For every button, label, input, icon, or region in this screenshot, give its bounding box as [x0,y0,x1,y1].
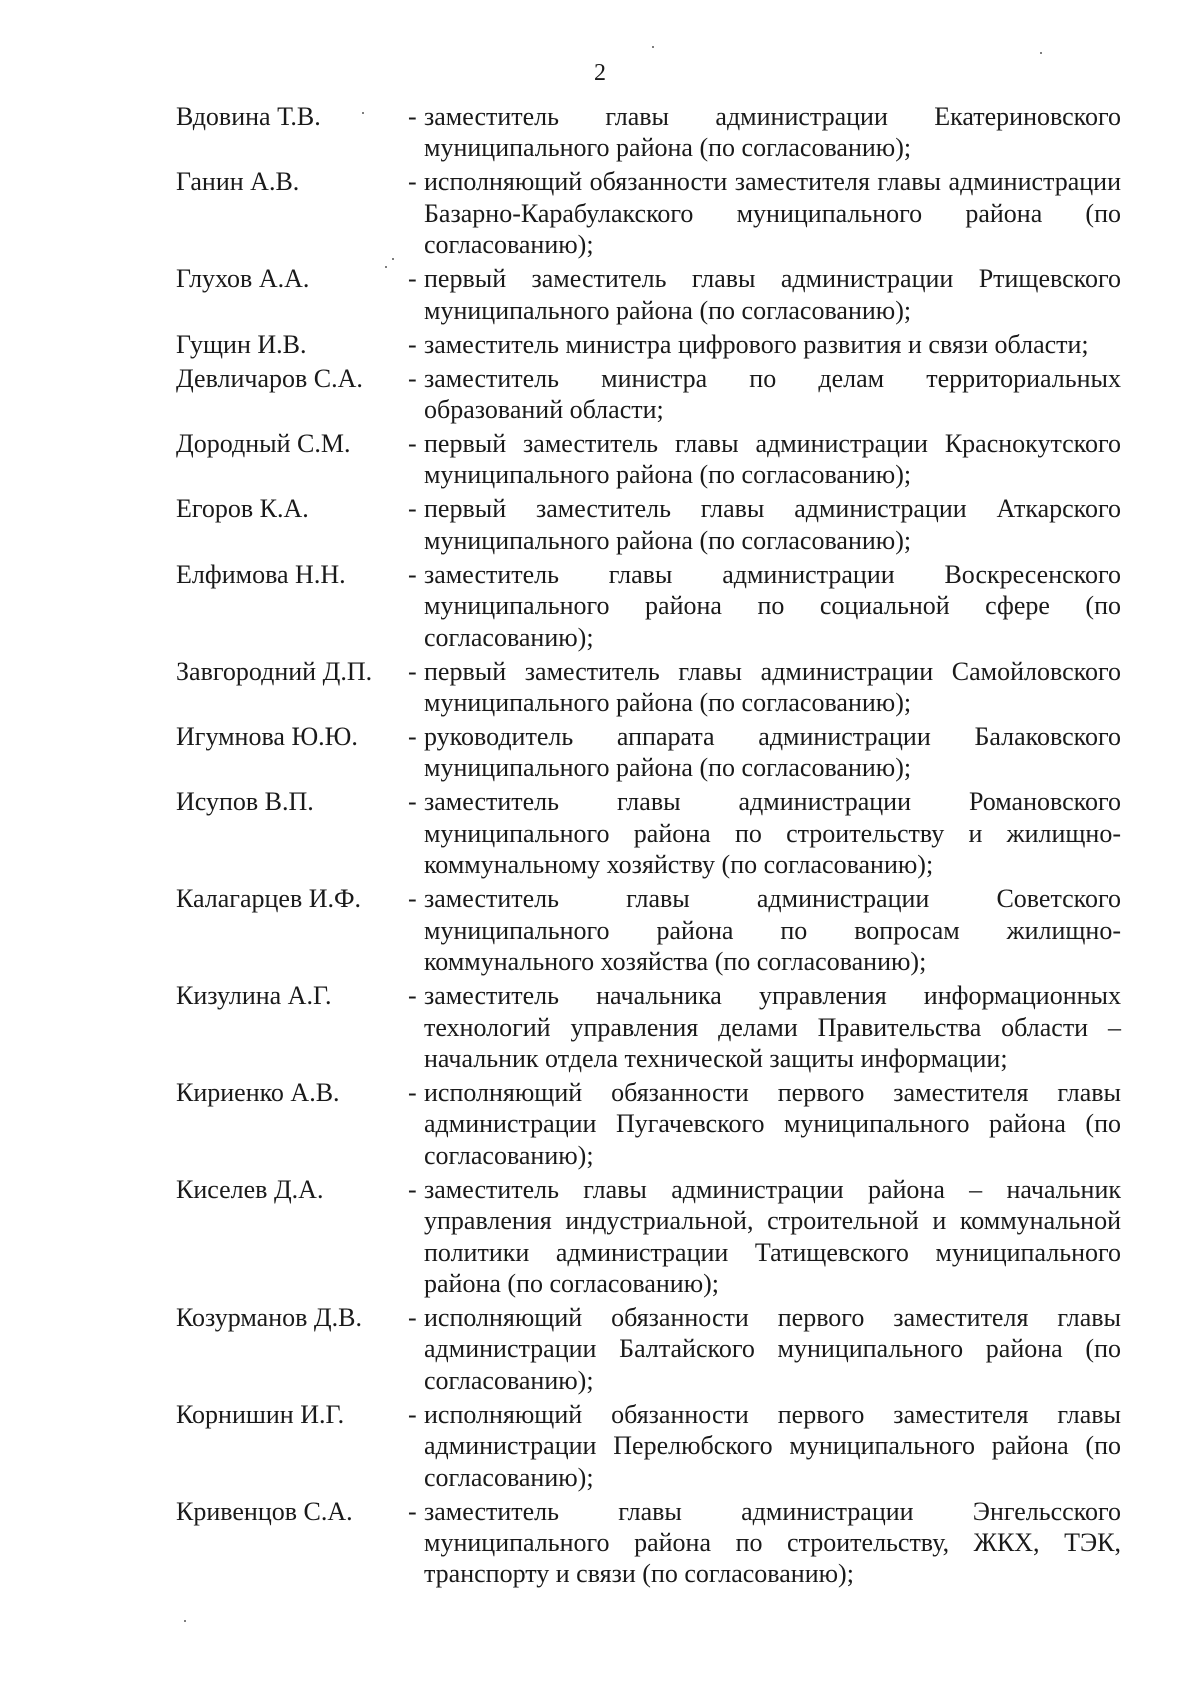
scan-speck [1040,52,1042,54]
member-name: Глухов А.А. [176,264,310,294]
entry-dash: - [408,429,417,459]
member-name: Исупов В.П. [176,787,314,817]
entry-dash: - [408,787,417,817]
member-name: Кизулина А.Г. [176,981,332,1011]
list-item [176,559,1121,653]
list-item [176,363,1121,426]
member-position: заместитель главы администрации Романовского муниципального района по строительству и жилищно-коммунальному хозяйству (по согласованию); [424,787,1121,880]
member-position: первый заместитель главы администрации Самойловского муниципального района (по согласованию); [424,656,1121,718]
entry-dash: - [408,722,417,752]
entry-dash: - [408,329,417,359]
member-position: исполняющий обязанности первого заместителя главы администрации Пугачевского муниципального района (по согласованию); [424,1077,1121,1170]
member-name: Девличаров С.А. [176,363,363,393]
member-name: Дородный С.М. [176,429,351,459]
list-item [176,1174,1121,1300]
list-item [176,1496,1121,1590]
scan-speck [385,266,387,268]
entry-dash: - [408,494,417,524]
entry-dash: - [408,1496,417,1526]
list-item [176,1399,1121,1493]
list-item [176,786,1121,880]
member-name: Ганин А.В. [176,167,300,197]
entry-dash: - [408,264,417,294]
member-position: первый заместитель главы администрации Аткарского муниципального района (по согласованию); [424,494,1121,555]
list-item [176,428,1121,491]
entry-dash: - [408,1077,417,1107]
list-item [176,883,1121,977]
member-name: Егоров К.А. [176,494,309,524]
entry-dash: - [408,102,417,131]
member-position: заместитель главы администрации Советского муниципального района по вопросам жилищно-коммунального хозяйства (по согласованию); [424,884,1121,977]
member-name: Кривенцов С.А. [176,1496,353,1526]
member-list [176,101,1121,1592]
list-item [176,1077,1121,1171]
member-position: заместитель главы администрации Екатериновского муниципального района (по согласованию); [424,102,1121,163]
member-position: исполняющий обязанности первого заместителя главы администрации Перелюбского муниципального района (по согласованию); [424,1399,1121,1492]
member-name: Игумнова Ю.Ю. [176,722,358,752]
member-name: Кириенко А.В. [176,1077,340,1107]
list-item [176,980,1121,1074]
member-name: Калагарцев И.Ф. [176,884,362,914]
member-position: заместитель начальника управления информационных технологий управления делами Правительства области – начальник отдела технической защиты информации; [424,981,1121,1073]
member-name: Гущин И.В. [176,329,307,359]
member-name: Вдовина Т.В. [176,102,321,131]
scan-speck [652,46,654,48]
scan-speck [362,112,364,114]
page-number: 2 [594,60,606,86]
member-position: исполняющий обязанности первого заместителя главы администрации Балтайского муниципального района (по согласованию); [424,1302,1121,1395]
entry-dash: - [408,1399,417,1429]
entry-dash: - [408,167,417,197]
list-item [176,493,1121,556]
list-item [176,329,1121,360]
member-position: заместитель главы администрации Воскресенского муниципального района по социальной сфере (по согласованию); [424,559,1121,652]
member-name: Завгородний Д.П. [176,656,373,686]
member-name: Киселев Д.А. [176,1174,324,1204]
list-item [176,1302,1121,1396]
entry-dash: - [408,656,417,686]
list-item [176,166,1121,260]
entry-dash: - [408,363,417,393]
member-position: первый заместитель главы администрации Ртищевского муниципального района (по согласованию); [424,264,1121,325]
member-position: заместитель министра по делам территориальных образований области; [424,363,1121,425]
member-position: первый заместитель главы администрации Краснокутского муниципального района (по согласованию); [424,429,1121,490]
list-item [176,263,1121,326]
member-name: Елфимова Н.Н. [176,559,346,589]
entry-dash: - [408,1302,417,1332]
entry-dash: - [408,559,417,589]
entry-dash: - [408,884,417,914]
member-position: исполняющий обязанности заместителя главы администрации Базарно-Карабулакского муниципального района (по согласованию); [424,167,1121,260]
list-item [176,656,1121,719]
member-position: заместитель министра цифрового развития и связи области; [424,329,1089,359]
scan-speck [184,1620,186,1622]
scan-speck [392,258,394,260]
member-position: заместитель главы администрации Энгельсского муниципального района по строительству, ЖКХ, ТЭК, транспорту и связи (по согласованию); [424,1496,1121,1589]
member-name: Корнишин И.Г. [176,1399,345,1429]
member-position: заместитель главы администрации района – начальник управления индустриальной, строительной и коммунальной политики администрации Татищевского муниципального района (по согласованию); [424,1174,1121,1298]
entry-dash: - [408,981,417,1011]
member-name: Козурманов Д.В. [176,1302,362,1332]
list-item [176,101,1121,164]
member-position: руководитель аппарата администрации Балаковского муниципального района (по согласованию); [424,722,1121,783]
entry-dash: - [408,1174,417,1204]
list-item [176,721,1121,784]
